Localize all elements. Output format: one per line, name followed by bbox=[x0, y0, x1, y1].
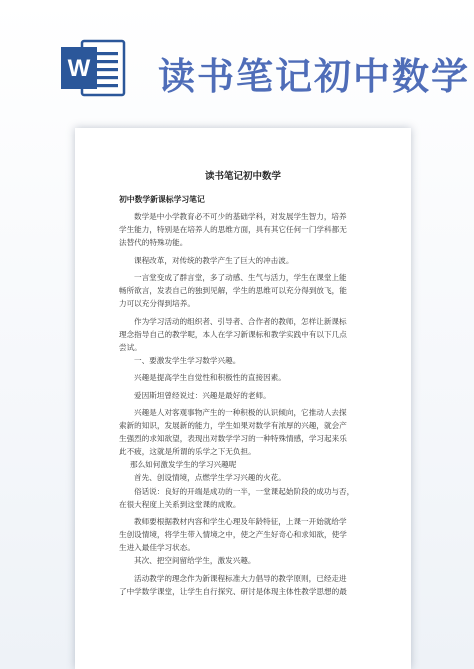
body-line: 数学是中小学教育必不可少的基础学科，对发展学生智力，培养 bbox=[134, 212, 347, 221]
body-line: 一、要激发学生学习数学兴趣。 bbox=[134, 355, 241, 365]
body-line: 俗话说：良好的开端是成功的一半，一堂课起始阶段的成功与否， bbox=[134, 486, 355, 496]
document-page bbox=[75, 128, 411, 669]
body-line: 生创设情境，将学生带入情境之中，使之产生好奇心和求知欲，使学 bbox=[119, 530, 347, 540]
body-line: 一言堂变成了群言堂，多了动感、生气与活力，学生在课堂上能 bbox=[134, 272, 347, 282]
header-banner bbox=[0, 0, 474, 112]
body-line: 其次、把空间留给学生，激发兴趣。 bbox=[134, 556, 256, 566]
body-line: 课程改革，对传统的教学产生了巨大的冲击波。 bbox=[134, 255, 294, 265]
header-title: 读书笔记初中数学 bbox=[158, 55, 470, 98]
body-line: 首先、创设情境，点燃学生学习兴趣的火花。 bbox=[134, 473, 286, 483]
document-body bbox=[119, 210, 379, 598]
body-line: 活动教学的理念作为新课程标准大力倡导的教学原则，已经走进 bbox=[134, 573, 347, 583]
section-heading: 初中数学新课标学习笔记 bbox=[119, 195, 205, 204]
body-line: 此不疲，这就是所谓的乐学之下无负担。 bbox=[119, 447, 256, 457]
body-line: 力可以充分得到培养。 bbox=[119, 299, 195, 309]
body-line: 兴趣是提高学生自觉性和积极性的直接因素。 bbox=[134, 373, 286, 383]
body-line: 教师要根据教材内容和学生心理及年龄特征，上课一开始就给学 bbox=[134, 517, 347, 527]
body-line: 生进入最佳学习状态。 bbox=[119, 543, 195, 553]
body-line: 爱因斯坦曾经说过：兴趣是最好的老师。 bbox=[134, 390, 271, 400]
body-line: 生强烈的求知欲望，表现出对数学学习的一种特殊情感，学习起来乐 bbox=[119, 434, 347, 444]
body-line: 作为学习活动的组织者、引导者、合作者的教师，怎样让新课标 bbox=[134, 316, 347, 326]
body-line: 尝试。 bbox=[119, 342, 142, 352]
word-icon bbox=[60, 38, 126, 98]
body-line: 学生能力，特别是在培养人的思维方面，具有其它任何一门学科都无 bbox=[119, 225, 347, 235]
body-line: 了中学数学课堂，让学生自行探究、研讨是体现主体性教学思想的最 bbox=[119, 586, 347, 596]
word-icon-letter: W bbox=[67, 55, 91, 82]
body-line: 法替代的特殊功能。 bbox=[119, 238, 188, 248]
body-line: 兴趣是人对客观事物产生的一种积极的认识倾向，它推动人去探 bbox=[134, 408, 347, 417]
document-title: 读书笔记初中数学 bbox=[204, 171, 281, 182]
body-line: 索新的知识，发展新的能力，学生如果对数学有浓厚的兴趣，就会产 bbox=[119, 421, 347, 431]
body-line: 理念指导自己的教学呢，本人在学习新课标和教学实践中有以下几点 bbox=[119, 329, 347, 339]
body-line: 在很大程度上关系到这堂课的成败。 bbox=[119, 499, 241, 509]
body-line: 那么如何激发学生的学习兴趣呢 bbox=[130, 460, 237, 470]
body-line: 畅所欲言，发表自己的独到见解，学生的思维可以充分得到放飞，能 bbox=[119, 286, 347, 296]
